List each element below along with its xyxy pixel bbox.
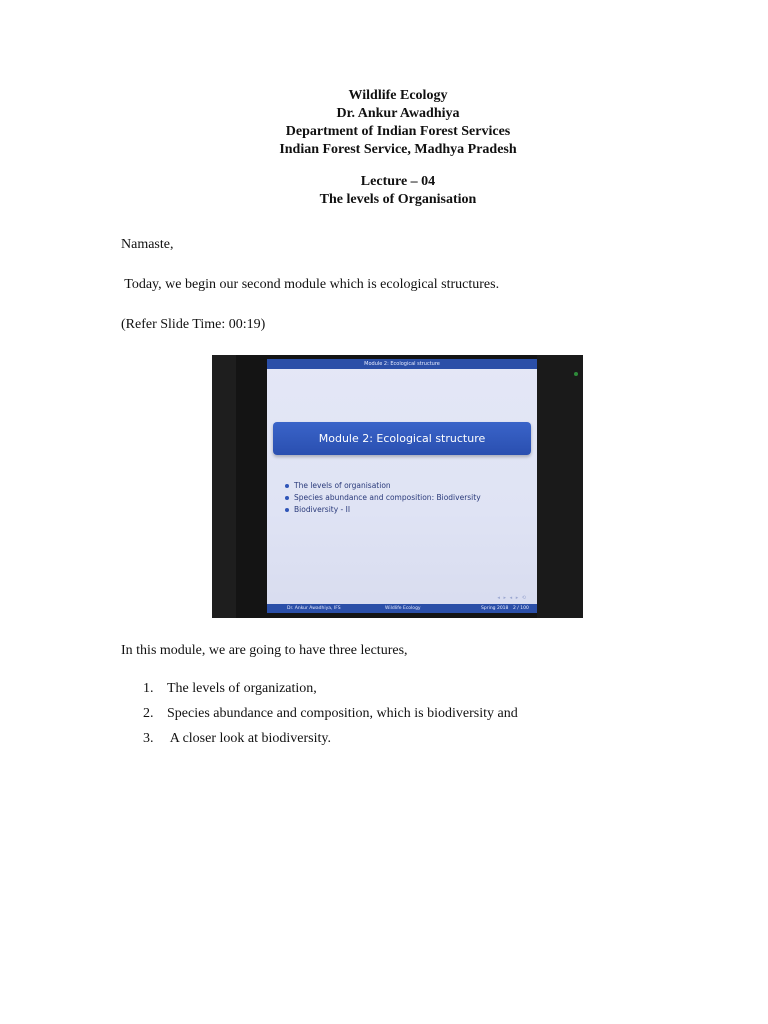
department-name: Department of Indian Forest Services xyxy=(285,124,511,139)
greeting: Namaste, xyxy=(121,237,174,252)
course-title: Wildlife Ecology xyxy=(348,88,448,103)
slide-footer-course: Wildlife Ecology xyxy=(385,606,421,611)
lecture-title: The levels of Organisation xyxy=(319,192,477,207)
service-name: Indian Forest Service, Madhya Pradesh xyxy=(279,142,517,157)
list-item-number: 3. xyxy=(143,731,154,746)
list-item xyxy=(143,705,518,730)
slide-bullet-list xyxy=(285,480,481,516)
list-item xyxy=(143,730,518,755)
slide xyxy=(267,359,537,613)
slide-nav-icons: ◂ ▸ ◂ ▸ ⟲ xyxy=(497,595,527,601)
intro-paragraph: Today, we begin our second module which is ecological structures. xyxy=(121,277,500,292)
list-item-text: Species abundance and composition, which is biodiversity and xyxy=(167,706,518,721)
slide-footer-author: Dr. Ankur Awadhiya, IFS xyxy=(287,606,341,611)
slide-footer-page: 2 / 100 xyxy=(513,606,529,611)
list-item-number: 1. xyxy=(143,681,154,696)
header-gap xyxy=(0,159,768,173)
list-item-text: A closer look at biodiversity. xyxy=(167,731,331,746)
slide-bullet: Biodiversity - II xyxy=(285,504,481,516)
lecture-number: Lecture – 04 xyxy=(360,174,436,189)
slide-topbar: Module 2: Ecological structure xyxy=(267,359,537,369)
slide-bullet: Species abundance and composition: Biodiversity xyxy=(285,492,481,504)
list-item-number: 2. xyxy=(143,706,154,721)
list-item xyxy=(143,680,518,705)
frame-shade-right xyxy=(537,355,583,618)
list-item-text: The levels of organization, xyxy=(167,681,317,696)
slide-footer-term: Spring 2018 xyxy=(481,606,509,611)
status-led-icon xyxy=(574,372,578,376)
slide-footer xyxy=(267,604,537,613)
document-header xyxy=(0,87,768,209)
slide-time-reference: (Refer Slide Time: 00:19) xyxy=(121,317,266,332)
lecture-list xyxy=(143,680,518,755)
author-name: Dr. Ankur Awadhiya xyxy=(336,106,460,121)
module-intro: In this module, we are going to have three lectures, xyxy=(121,643,408,658)
slide-bullet: The levels of organisation xyxy=(285,480,481,492)
slide-screenshot xyxy=(212,355,583,618)
slide-title: Module 2: Ecological structure xyxy=(273,422,531,455)
frame-shade-left xyxy=(212,355,236,618)
